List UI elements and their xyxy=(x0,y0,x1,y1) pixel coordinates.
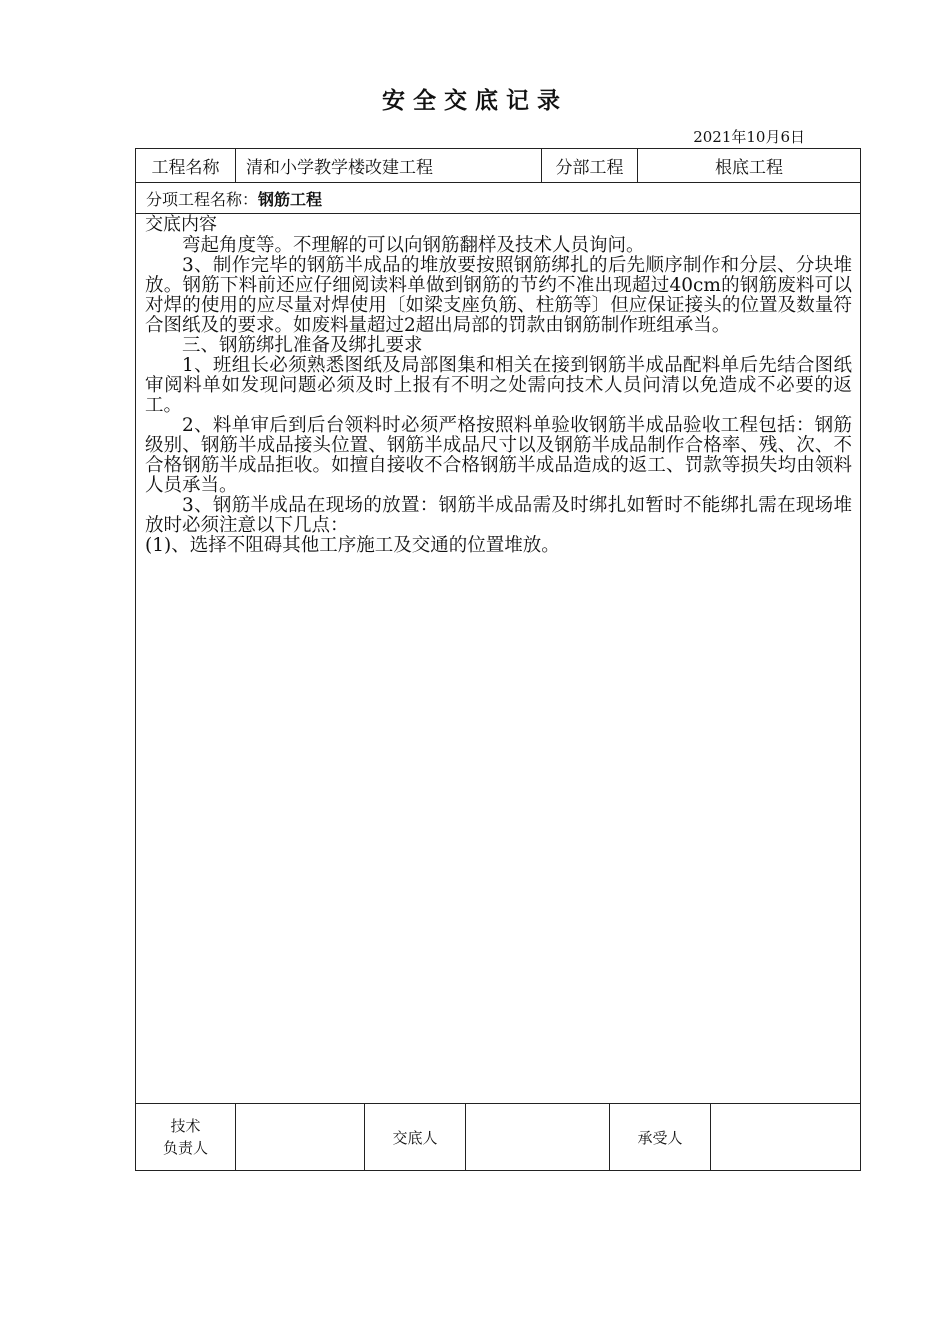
tech-lead-label-line1: 技术 xyxy=(170,1117,201,1135)
content-row xyxy=(136,214,860,1104)
tech-lead-signature xyxy=(236,1104,365,1170)
record-table xyxy=(135,148,861,1171)
tech-lead-label-line2: 负责人 xyxy=(162,1139,208,1157)
document-title: 安全交底记录 xyxy=(382,88,568,114)
briefer-label: 交底人 xyxy=(365,1104,466,1170)
document-date: 2021年10月6日 xyxy=(693,128,805,146)
subitem-value: 钢筋工程 xyxy=(258,189,323,209)
content-paragraph: 1、班组长必须熟悉图纸及局部图集和相关在接到钢筋半成品配料单后先结合图纸审阅料单如发现问题必须及时上报有不明之处需向技术人员问清以免造成不必要的返工。 xyxy=(145,355,852,416)
subitem-cell xyxy=(136,183,860,213)
content-heading: 交底内容 xyxy=(145,214,217,235)
content-paragraph: 3、制作完毕的钢筋半成品的堆放要按照钢筋绑扎的后先顺序制作和分层、分块堆放。钢筋下料前还应仔细阅读料单做到钢筋的节约不准出现超过40cm的钢筋废料可以对焊的使用的应尽量对焊使用〔如梁支座负筋、柱筋等〕但应保证接头的位置及数量符合图纸及的要求。如废料量超过2超出局部的罚款由钢筋制作班组承当。 xyxy=(145,255,852,336)
content-paragraphs xyxy=(145,236,852,556)
briefer-signature xyxy=(466,1104,610,1170)
content-paragraph: 3、钢筋半成品在现场的放置：钢筋半成品需及时绑扎如暂时不能绑扎需在现场堆放时必须注意以下几点： xyxy=(145,495,852,536)
content-paragraph: 三、钢筋绑扎准备及绑扎要求 xyxy=(182,335,423,356)
project-name-value: 清和小学教学楼改建工程 xyxy=(236,149,542,182)
content-paragraph: (1)、选择不阻碍其他工序施工及交通的位置堆放。 xyxy=(145,535,560,556)
project-row xyxy=(136,149,860,183)
tech-lead-label xyxy=(136,1104,236,1170)
content-paragraph: 弯起角度等。不理解的可以向钢筋翻样及技术人员询问。 xyxy=(182,235,645,256)
receiver-signature xyxy=(711,1104,860,1170)
receiver-label: 承受人 xyxy=(610,1104,711,1170)
content-body xyxy=(136,214,860,556)
content-paragraph: 2、料单审后到后台领料时必须严格按照料单验收钢筋半成品验收工程包括：钢筋级别、钢筋半成品接头位置、钢筋半成品尺寸以及钢筋半成品制作合格率、残、次、不合格钢筋半成品拒收。如擅自接收不合格钢筋半成品造成的返工、罚款等损失均由领料人员承当。 xyxy=(145,415,852,496)
signature-row xyxy=(136,1104,860,1170)
division-label: 分部工程 xyxy=(542,149,638,182)
division-value: 根底工程 xyxy=(715,158,783,178)
subitem-label: 分项工程名称： xyxy=(146,189,259,209)
subitem-row xyxy=(136,183,860,214)
project-name-label: 工程名称 xyxy=(136,149,236,182)
